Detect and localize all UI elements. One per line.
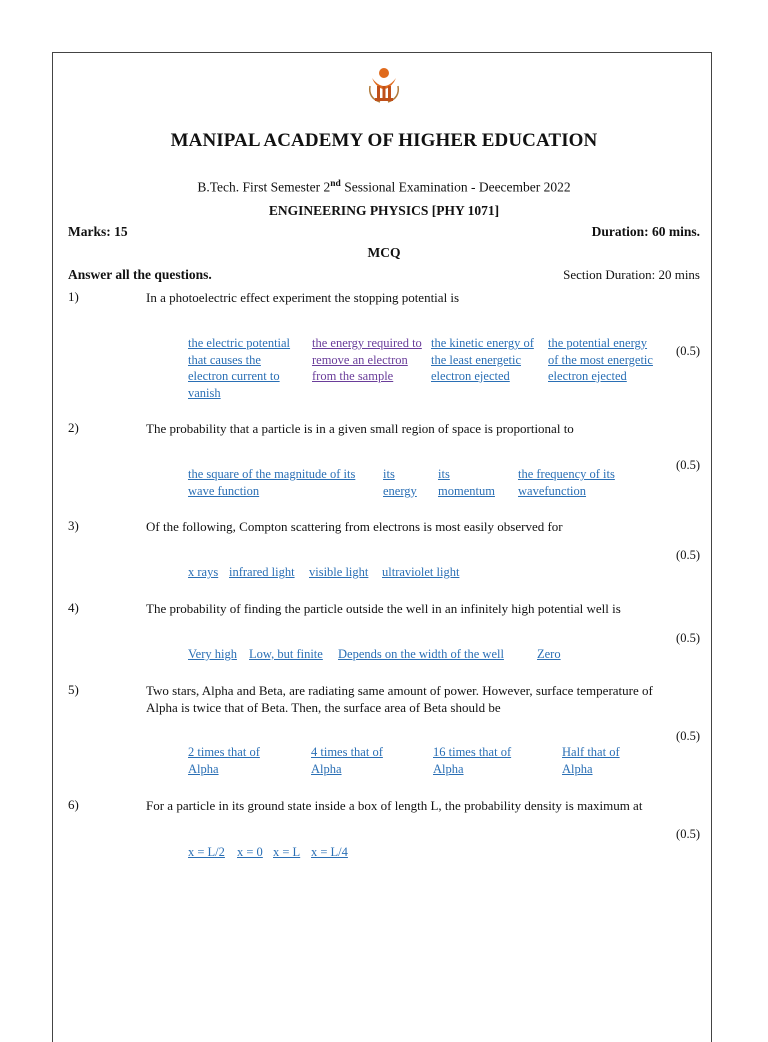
- institution-logo-icon: [366, 64, 402, 106]
- question-text: The probability of finding the particle outside the well in an infinitely high potential well is: [146, 601, 621, 616]
- answer-option[interactable]: Low, but finite: [249, 647, 323, 661]
- question-marks: (0.5): [676, 548, 700, 562]
- question-text: Two stars, Alpha and Beta, are radiating same amount of power. However, surface temperature of Alpha is twice that of Beta. Then, the surface area of Beta should be: [146, 683, 653, 715]
- question-marks: (0.5): [676, 631, 700, 645]
- institution-title: MANIPAL ACADEMY OF HIGHER EDUCATION: [170, 130, 598, 151]
- answer-option[interactable]: the electric potential that causes the electron current to vanish: [188, 336, 291, 400]
- answer-option[interactable]: the energy required to remove an electron from the sample: [312, 336, 422, 383]
- answer-option[interactable]: ultraviolet light: [382, 565, 460, 579]
- answer-option[interactable]: the square of the magnitude of its wave function: [188, 467, 356, 498]
- answer-option[interactable]: Depends on the width of the well: [338, 647, 504, 661]
- answer-option[interactable]: the frequency of its wavefunction: [518, 467, 615, 498]
- answer-option[interactable]: 2 times that of Alpha: [188, 745, 260, 776]
- answer-option[interactable]: x = L/4: [311, 845, 348, 859]
- answer-option[interactable]: Half that of Alpha: [562, 745, 620, 776]
- answer-option[interactable]: x = L/2: [188, 845, 225, 859]
- question-text: In a photoelectric effect experiment the stopping potential is: [146, 290, 460, 305]
- exam-subtitle: B.Tech. First Semester 2nd Sessional Examination - Deecember 2022: [197, 179, 571, 195]
- total-marks: Marks: 15: [68, 224, 128, 239]
- question-marks: (0.5): [676, 458, 700, 472]
- question-text: The probability that a particle is in a given small region of space is proportional to: [146, 421, 574, 436]
- question-marks: (0.5): [676, 344, 700, 358]
- question-marks: (0.5): [676, 729, 700, 743]
- question-text: Of the following, Compton scattering from electrons is most easily observed for: [146, 519, 563, 534]
- section-duration: Section Duration: 20 mins: [563, 267, 700, 282]
- question-number: 1): [68, 289, 79, 304]
- answer-option[interactable]: x = 0: [237, 845, 263, 859]
- answer-option[interactable]: x rays: [188, 565, 219, 579]
- question-number: 4): [68, 600, 79, 615]
- question-number: 2): [68, 420, 79, 435]
- course-title: ENGINEERING PHYSICS [PHY 1071]: [268, 203, 500, 218]
- answer-option[interactable]: 16 times that of Alpha: [433, 745, 512, 776]
- exam-duration: Duration: 60 mins.: [591, 224, 700, 239]
- question-number: 5): [68, 682, 79, 697]
- question-number: 6): [68, 797, 79, 812]
- answer-option[interactable]: its momentum: [438, 467, 495, 498]
- question-marks: (0.5): [676, 827, 700, 841]
- answer-option[interactable]: 4 times that of Alpha: [311, 745, 383, 776]
- question-number: 3): [68, 518, 79, 533]
- instructions: Answer all the questions.: [68, 267, 212, 282]
- answer-option[interactable]: the kinetic energy of the least energetic electron ejected: [431, 336, 534, 383]
- answer-option[interactable]: Very high: [188, 647, 237, 661]
- question-text: For a particle in its ground state inside a box of length L, the probability density is maximum at: [146, 798, 643, 813]
- answer-option[interactable]: its energy: [383, 467, 417, 498]
- answer-option[interactable]: infrared light: [229, 565, 295, 579]
- answer-option[interactable]: x = L: [273, 845, 301, 859]
- section-title: MCQ: [367, 245, 401, 260]
- answer-option[interactable]: the potential energy of the most energetic electron ejected: [548, 336, 653, 383]
- page-border: [52, 52, 712, 1042]
- answer-option[interactable]: visible light: [309, 565, 369, 579]
- answer-option[interactable]: Zero: [537, 647, 561, 661]
